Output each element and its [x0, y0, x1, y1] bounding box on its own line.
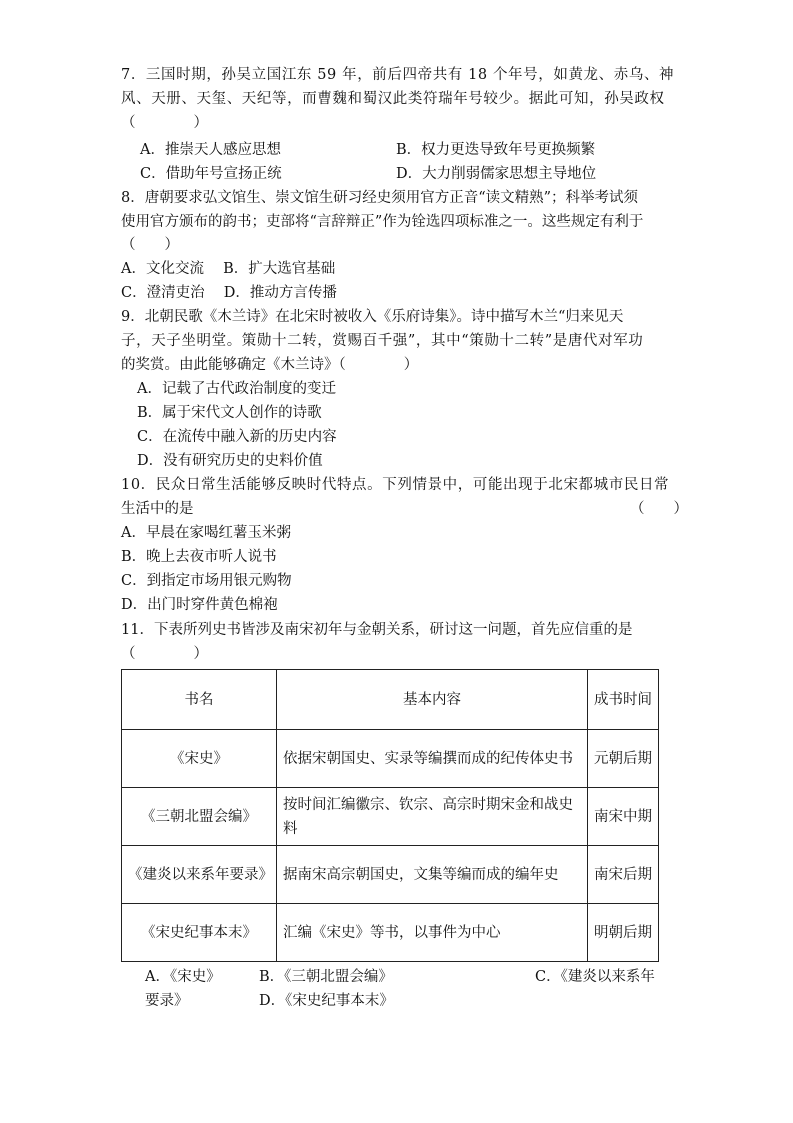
- q11-option-b: B．《三朝北盟会编》: [259, 969, 393, 985]
- q7-option-c: C．借助年号宣扬正统: [140, 166, 282, 182]
- q7-option-b: B．权力更迭导致年号更换频繁: [396, 142, 596, 158]
- header-cell-title: 书名: [122, 670, 277, 730]
- table-header-row: [122, 670, 659, 730]
- q9-option-b: B．属于宋代文人创作的诗歌: [137, 405, 322, 421]
- q8-options-line-1: A．文化交流 B．扩大选官基础: [121, 261, 336, 277]
- book-date-cell: 元朝后期: [588, 730, 659, 788]
- q8-stem-line-1: 8．唐朝要求弘文馆生、崇文馆生研习经史须用官方正音“读文精熟”；科举考试须: [121, 190, 639, 206]
- q10-option-d: D．出门时穿件黄色棉袍: [121, 597, 278, 613]
- q7-stem-line-2: 风、天册、天玺、天纪等，而曹魏和蜀汉此类符瑞年号较少。据此可知，孙吴政权: [121, 91, 665, 107]
- book-title-cell: 《三朝北盟会编》: [122, 788, 277, 846]
- book-date-cell: 明朝后期: [588, 904, 659, 962]
- book-content-cell: 依据宋朝国史、实录等编撰而成的纪传体史书: [277, 730, 588, 788]
- q10-stem-line-2: 生活中的是: [121, 501, 194, 517]
- book-title-cell: 《建炎以来系年要录》: [122, 846, 277, 904]
- q11-stem-line-1: 11．下表所列史书皆涉及南宋初年与金朝关系，研讨这一问题，首先应信重的是: [121, 622, 633, 638]
- q11-option-c-part-2: 要录》: [145, 993, 189, 1009]
- q11-option-d: D．《宋史纪事本末》: [259, 993, 394, 1009]
- q10-stem-line-1: 10．民众日常生活能够反映时代特点。下列情景中，可能出现于北宋都城市民日常: [121, 477, 670, 493]
- header-cell-date: 成书时间: [588, 670, 659, 730]
- q8-answer-blank: （ ）: [121, 237, 179, 253]
- table-row: [122, 730, 659, 788]
- q11-option-c-part-1: C．《建炎以来系年: [535, 969, 655, 985]
- book-title-cell: 《宋史》: [122, 730, 277, 788]
- q9-option-d: D．没有研究历史的史料价值: [137, 453, 323, 469]
- q10-answer-blank: （ ）: [630, 501, 688, 517]
- book-date-cell: 南宋中期: [588, 788, 659, 846]
- book-title-cell: 《宋史纪事本末》: [122, 904, 277, 962]
- q7-option-d: D．大力削弱儒家思想主导地位: [396, 166, 597, 182]
- q8-options-line-2: C．澄清吏治 D．推动方言传播: [121, 285, 337, 301]
- q7-answer-blank: （ ）: [121, 115, 208, 131]
- q10-option-a: A．早晨在家喝红薯玉米粥: [121, 525, 291, 541]
- q10-option-c: C．到指定市场用银元购物: [121, 573, 292, 589]
- q10-option-b: B．晚上去夜市听人说书: [121, 549, 277, 565]
- table-row: [122, 904, 659, 962]
- book-date-cell: 南宋后期: [588, 846, 659, 904]
- header-cell-content: 基本内容: [277, 670, 588, 730]
- q11-answer-blank: （ ）: [121, 646, 208, 662]
- book-content-cell: 汇编《宋史》等书，以事件为中心: [277, 904, 588, 962]
- q9-option-c: C．在流传中融入新的历史内容: [137, 429, 337, 445]
- q7-stem-line-1: 7．三国时期，孙吴立国江东 59 年，前后四帝共有 18 个年号，如黄龙、赤乌、神: [121, 67, 675, 83]
- q7-option-a: A．推崇天人感应思想: [140, 142, 281, 158]
- q9-stem-line-1: 9．北朝民歌《木兰诗》在北宋时被收入《乐府诗集》。诗中描写木兰“归来见天: [121, 309, 624, 325]
- book-content-cell: 据南宋高宗朝国史，文集等编而成的编年史: [277, 846, 588, 904]
- q9-option-a: A．记载了古代政治制度的变迁: [137, 381, 336, 397]
- q8-stem-line-2: 使用官方颁布的韵书；吏部将“言辞辩正”作为铨选四项标准之一。这些规定有利于: [121, 214, 644, 230]
- table-row: [122, 846, 659, 904]
- q9-stem-line-2: 子，天子坐明堂。策勋十二转，赏赐百千强”，其中“策勋十二转”是唐代对军功: [121, 333, 644, 349]
- table-row: [122, 788, 659, 846]
- q11-option-a: A．《宋史》: [145, 969, 221, 985]
- book-content-cell: 按时间汇编徽宗、钦宗、高宗时期宋金和战史料: [277, 788, 588, 846]
- q9-stem-line-3: 的奖赏。由此能够确定《木兰诗》（ ）: [121, 357, 419, 373]
- source-table: [121, 669, 659, 962]
